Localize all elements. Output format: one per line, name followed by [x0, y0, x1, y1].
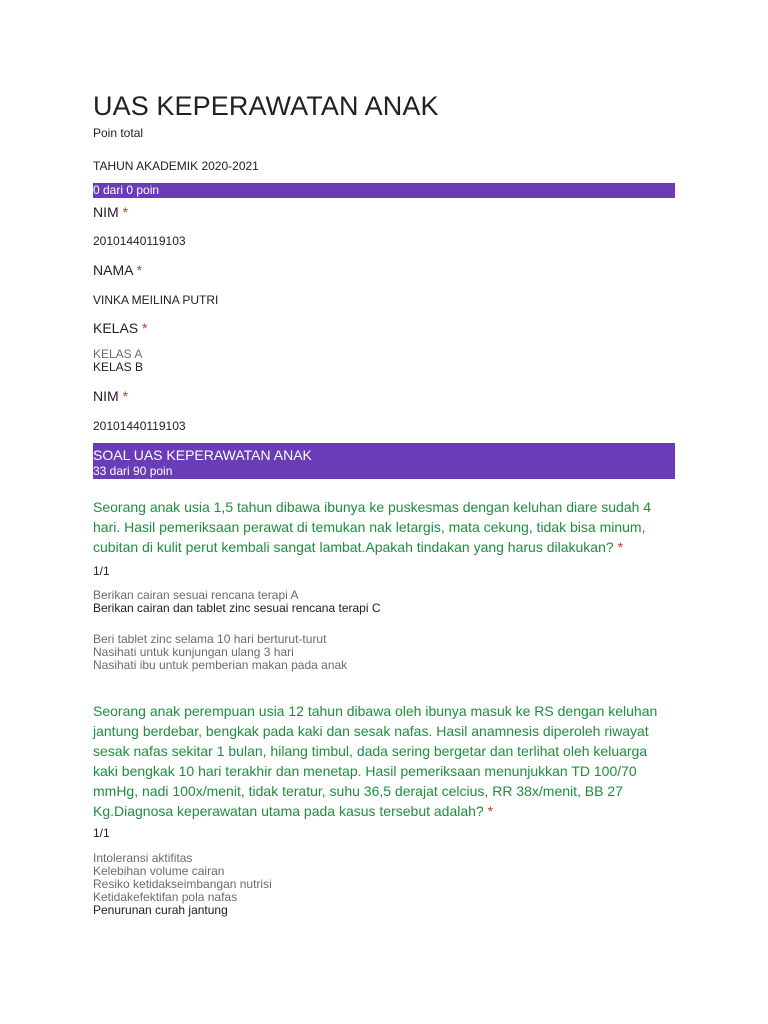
question-2-score: 1/1 [93, 826, 110, 840]
required-asterisk: * [617, 539, 624, 555]
option-kelas-b-selected[interactable]: KELAS B [93, 360, 144, 374]
required-asterisk: * [136, 262, 143, 278]
field-label-text: NIM [93, 204, 119, 220]
required-asterisk: * [487, 803, 494, 819]
field-nama-value: VINKA MEILINA PUTRI [93, 293, 219, 307]
answer-option-selected[interactable]: Penurunan curah jantung [93, 903, 228, 917]
answer-option[interactable]: Berikan cairan sesuai rencana terapi A [93, 588, 299, 602]
section-soal-title: SOAL UAS KEPERAWATAN ANAK [93, 447, 312, 463]
section-soal-score: 33 dari 90 poin [93, 464, 173, 478]
question-1-options-b [93, 633, 347, 672]
question-1-text [93, 497, 675, 557]
question-line: sesak nafas sekitar 1 bulan, hilang timbul, dada sering bergetar dan terlihat oleh keluarga [93, 743, 648, 759]
question-line [93, 801, 675, 821]
question-line [93, 537, 675, 557]
question-line: mmHg, nadi 100x/menit, tidak teratur, suhu 36,5 derajat celcius, RR 38x/menit, BB 27 [93, 783, 623, 799]
field-nim-value: 20101440119103 [93, 234, 186, 248]
field-nama-label [93, 262, 142, 278]
field-nim-label [93, 204, 128, 220]
question-line-text: Kg.Diagnosa keperawatan utama pada kasus tersebut adalah? [93, 803, 484, 819]
answer-option[interactable]: Kelebihan volume cairan [93, 864, 225, 878]
answer-option[interactable]: Nasihati ibu untuk pemberian makan pada anak [93, 658, 348, 672]
answer-option-selected[interactable]: Berikan cairan dan tablet zinc sesuai rencana terapi C [93, 601, 381, 615]
question-line: hari. Hasil pemeriksaan perawat di temukan nak letargis, mata cekung, tidak bisa minum, [93, 519, 646, 535]
answer-option[interactable]: Intoleransi aktifitas [93, 851, 193, 865]
question-line: Seorang anak usia 1,5 tahun dibawa ibunya ke puskesmas dengan keluhan diare sudah 4 [93, 499, 652, 515]
question-line: jantung berdebar, bengkak pada kaki dan sesak nafas. Hasil anamnesis diperoleh riwayat [93, 723, 649, 739]
kelas-options [93, 348, 143, 374]
academic-year: TAHUN AKADEMIK 2020-2021 [93, 159, 259, 173]
answer-option[interactable]: Beri tablet zinc selama 10 hari berturut-turut [93, 632, 327, 646]
points-label: Poin total [93, 126, 144, 140]
field-nim2-label [93, 388, 128, 404]
field-label-text: KELAS [93, 320, 139, 336]
question-1-score: 1/1 [93, 564, 110, 578]
section-soal-bar [93, 443, 675, 479]
section-score: 0 dari 0 poin [93, 183, 160, 197]
section-header-bar [93, 183, 675, 198]
question-2-text [93, 701, 675, 821]
answer-option[interactable]: Resiko ketidakseimbangan nutrisi [93, 877, 272, 891]
answer-option[interactable]: Nasihati untuk kunjungan ulang 3 hari [93, 645, 294, 659]
field-kelas-label [93, 320, 147, 336]
option-kelas-a[interactable]: KELAS A [93, 347, 143, 361]
question-line-text: cubitan di kulit perut kembali sangat lambat.Apakah tindakan yang harus dilakukan? [93, 539, 614, 555]
question-line: Seorang anak perempuan usia 12 tahun dibawa oleh ibunya masuk ke RS dengan keluhan [93, 703, 658, 719]
question-1-options-a [93, 589, 381, 615]
question-2-options [93, 852, 272, 917]
answer-option[interactable]: Ketidakefektifan pola nafas [93, 890, 238, 904]
required-asterisk: * [122, 204, 129, 220]
required-asterisk: * [142, 320, 148, 336]
field-label-text: NAMA [93, 262, 133, 278]
field-nim2-value: 20101440119103 [93, 419, 186, 433]
required-asterisk: * [122, 388, 129, 404]
field-label-text: NIM [93, 388, 119, 404]
form-title: UAS KEPERAWATAN ANAK [93, 91, 439, 121]
question-line: kaki bengkak 10 hari terakhir dan menetap. Hasil pemeriksaan menunjukkan TD 100/70 [93, 763, 637, 779]
